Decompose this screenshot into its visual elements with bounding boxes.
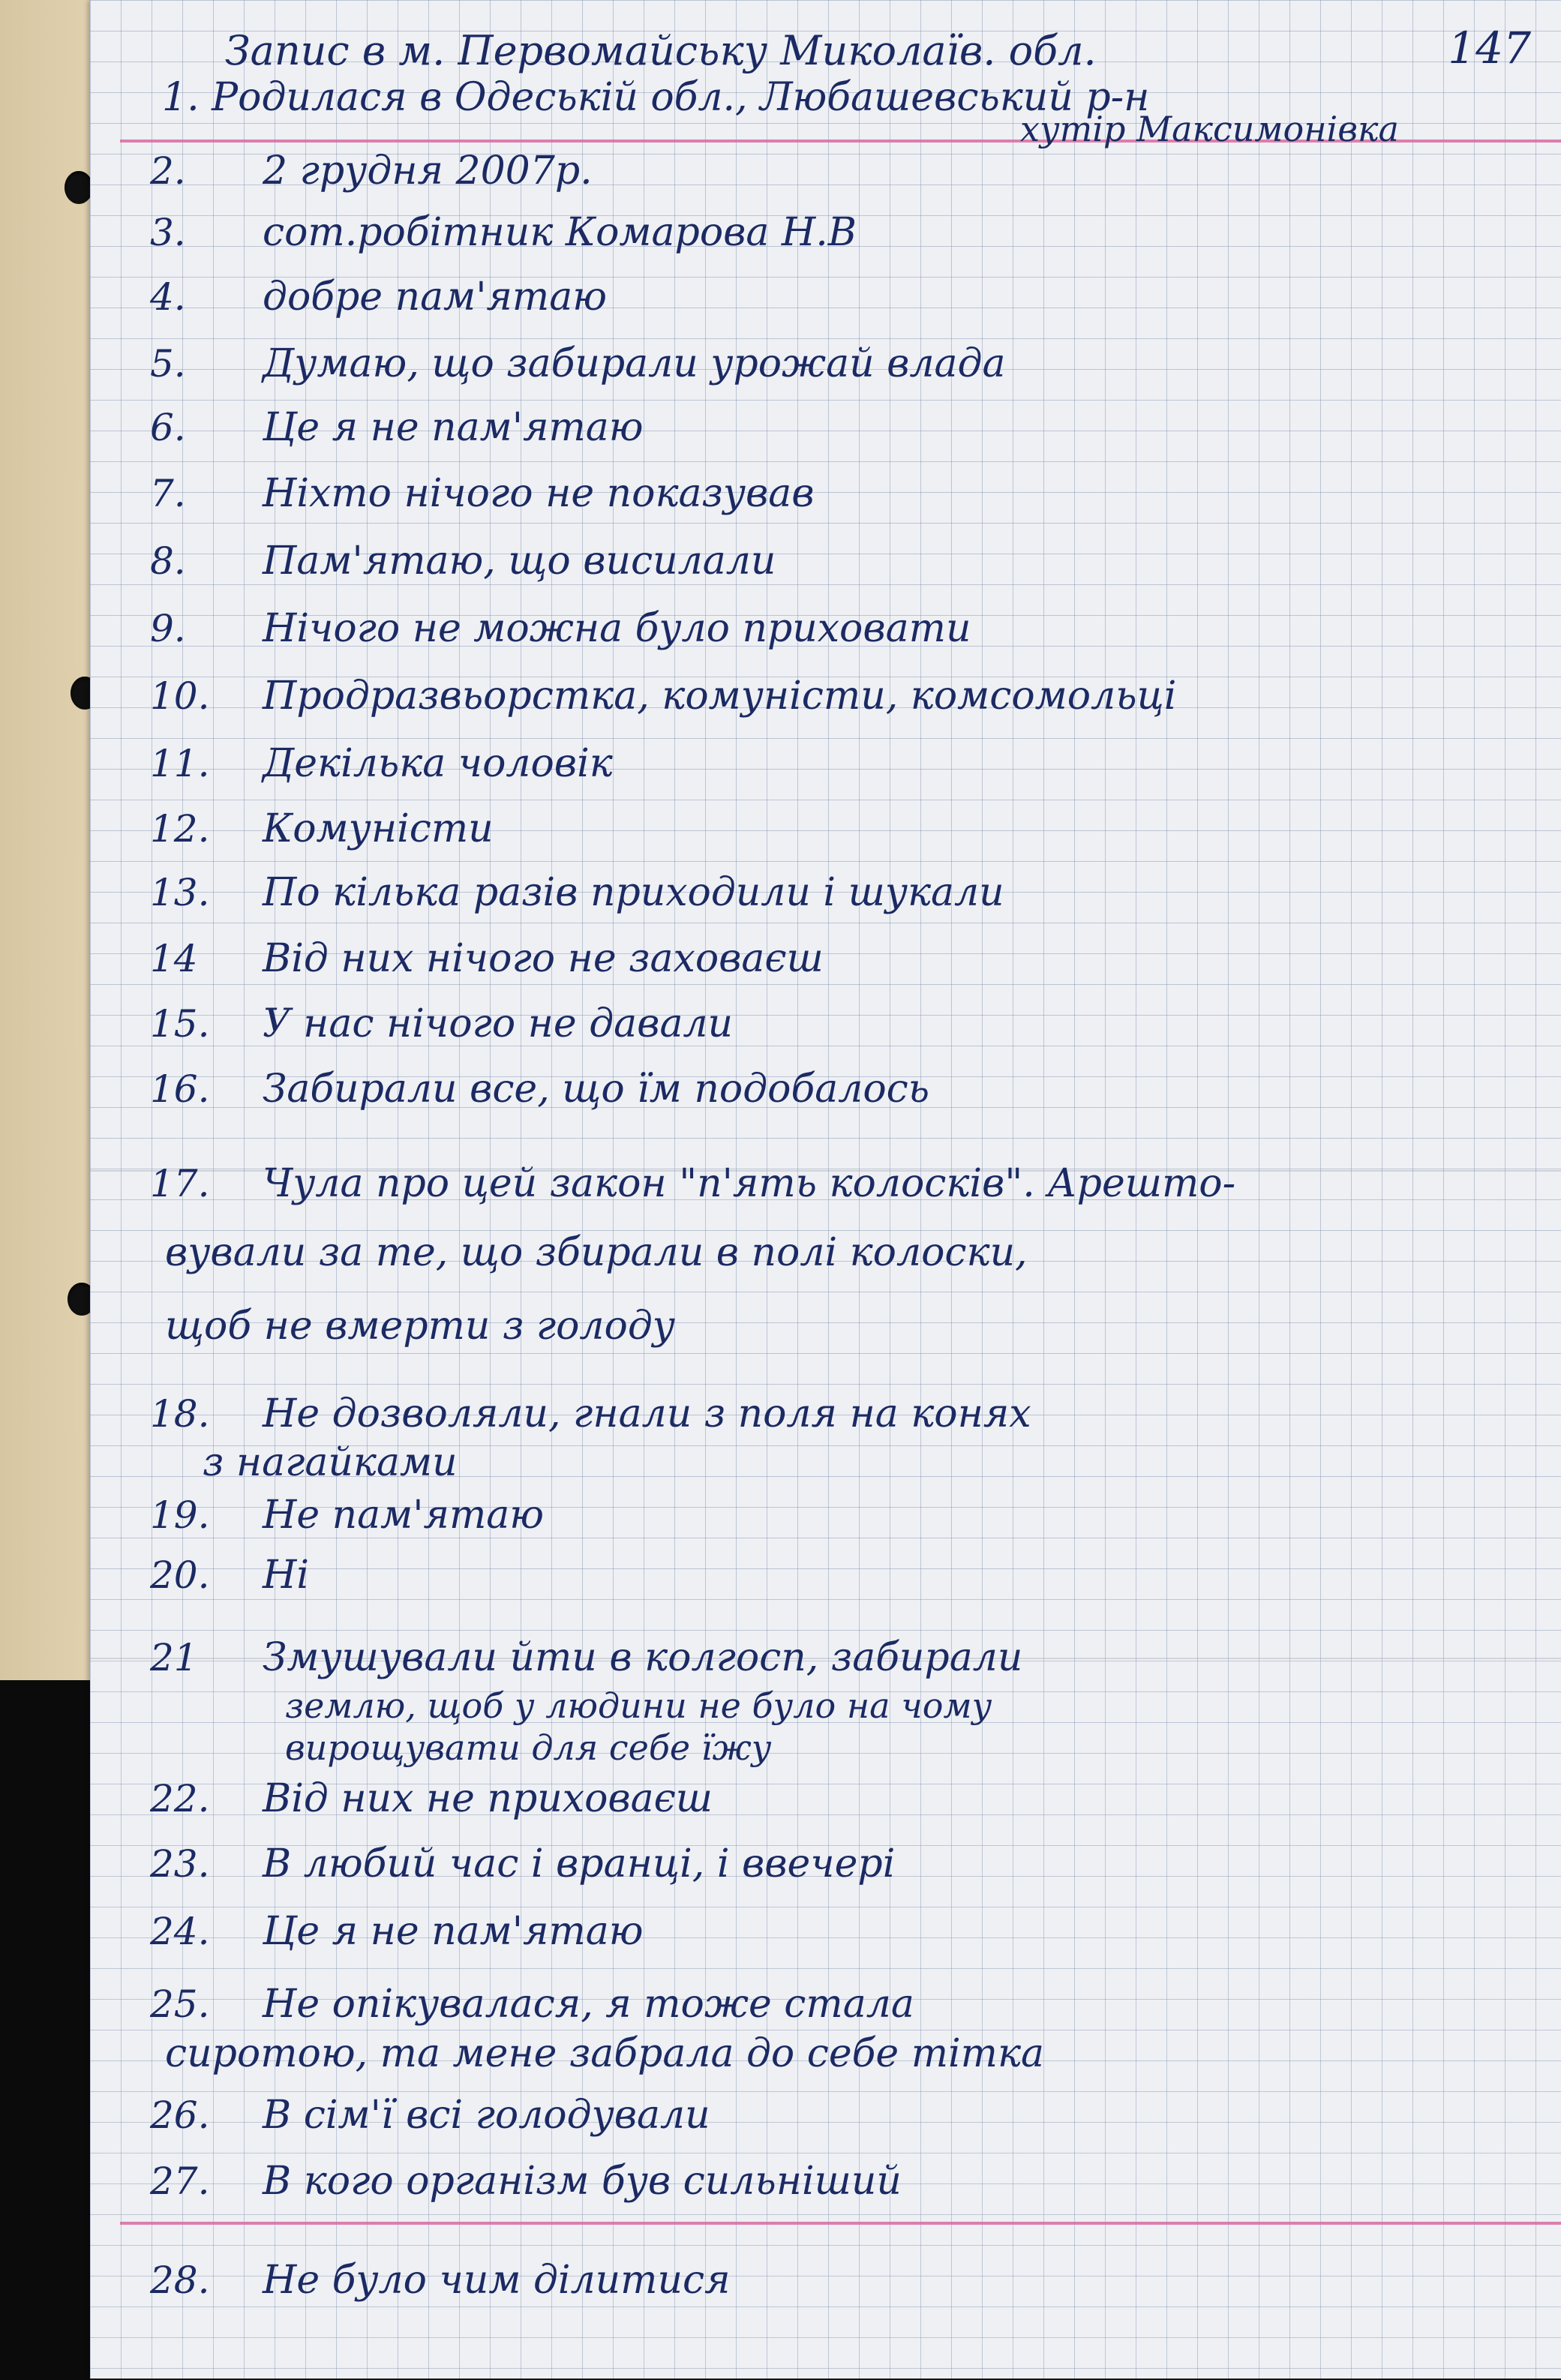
page-number: 147 [1448,23,1531,74]
answer-text: Це я не пам'ятаю [263,1909,644,1954]
answer-number: 20. [150,1553,210,1597]
answer-text: Декілька чоловік [263,741,613,786]
answer-number: 27. [150,2159,210,2203]
answer-number: 3. [150,211,186,254]
answer-number: 5. [150,342,186,386]
answer-text: Змушували йти в колгосп, забирали [263,1635,1023,1680]
punch-hole [65,171,93,204]
answer-number: 28. [150,2258,210,2302]
answer-text: В кого організм був сильніший [263,2159,902,2204]
answer-number: 6. [150,406,186,449]
answer-number: 8. [150,539,186,583]
answer-text-continuation: з нагайками [203,1440,458,1485]
answer-text: Не дозволяли, гнали з поля на конях [263,1391,1031,1436]
header-line-2: 1. Родилася в Одеській обл., Любашевський р-н [162,75,1150,120]
answer-number: 10. [150,674,210,718]
answer-text: В любий час і вранці, і ввечері [263,1841,896,1886]
answer-number: 25. [150,1982,210,2026]
answer-text: Не було чим ділитися [263,2258,731,2303]
header-line-3: хутір Максимонівка [1020,109,1399,149]
answer-text-continuation: сиротою, та мене забрала до себе тітка [165,2031,1045,2076]
answer-text-continuation: щоб не вмерти з голоду [165,1304,675,1349]
answer-number: 23. [150,1842,210,1886]
answer-text: сот.робітник Комарова Н.В [263,210,857,255]
answer-number: 14 [150,937,198,980]
grid-paper-sheet [90,0,1561,2378]
answer-text: Забирали все, що їм подобалось [263,1067,930,1112]
answer-number: 7. [150,472,186,515]
answer-number: 21 [150,1636,198,1679]
answer-number: 11. [150,742,210,785]
answer-number: 19. [150,1493,210,1537]
answer-text: Комуністи [263,806,494,851]
answer-text: Думаю, що забирали урожай влада [263,341,1006,386]
answer-number: 16. [150,1067,210,1111]
answer-number: 15. [150,1002,210,1046]
answer-text: По кілька разів приходили і шукали [263,870,1004,915]
answer-text: Не пам'ятаю [263,1493,545,1538]
answer-number: 17. [150,1162,210,1205]
answer-number: 9. [150,607,186,650]
answer-text: Від них не приховаєш [263,1776,713,1821]
answer-text: Ні [263,1553,309,1598]
answer-number: 22. [150,1777,210,1820]
answer-number: 18. [150,1392,210,1436]
answer-text: У нас нічого не давали [263,1001,734,1046]
answer-number: 26. [150,2093,210,2137]
dark-background [0,1680,105,2378]
answer-text: Ніхто нічого не показував [263,471,815,516]
answer-text-continuation: вирощувати для себе їжу [285,1727,772,1768]
header-line-1: Запис в м. Первомайську Миколаїв. обл. [225,27,1097,74]
answer-text: Не опікувалася, я тоже стала [263,1982,914,2027]
answer-text: 2 грудня 2007р. [263,149,593,194]
answer-number: 12. [150,807,210,851]
answer-text: добре пам'ятаю [263,275,608,320]
answer-text: Це я не пам'ятаю [263,405,644,450]
answer-number: 2. [150,149,186,193]
answer-text: Продразвьорстка, комуністи, комсомольці [263,674,1177,719]
answer-number: 4. [150,275,186,319]
answer-text-continuation: вували за те, що збирали в полі колоски, [165,1230,1028,1275]
answer-text: Нічого не можна було приховати [263,606,971,651]
answer-number: 24. [150,1910,210,1953]
answer-text: В сім'ї всі голодували [263,2093,710,2138]
answer-text: Від них нічого не заховаєш [263,936,824,981]
answer-text: Пам'ятаю, що висилали [263,539,776,584]
answer-text: Чула про цей закон "п'ять колосків". Арешто- [263,1161,1236,1206]
answer-text-continuation: землю, щоб у людини не було на чому [285,1685,992,1726]
answer-number: 13. [150,871,210,914]
bottom-margin-line [120,2222,1561,2225]
